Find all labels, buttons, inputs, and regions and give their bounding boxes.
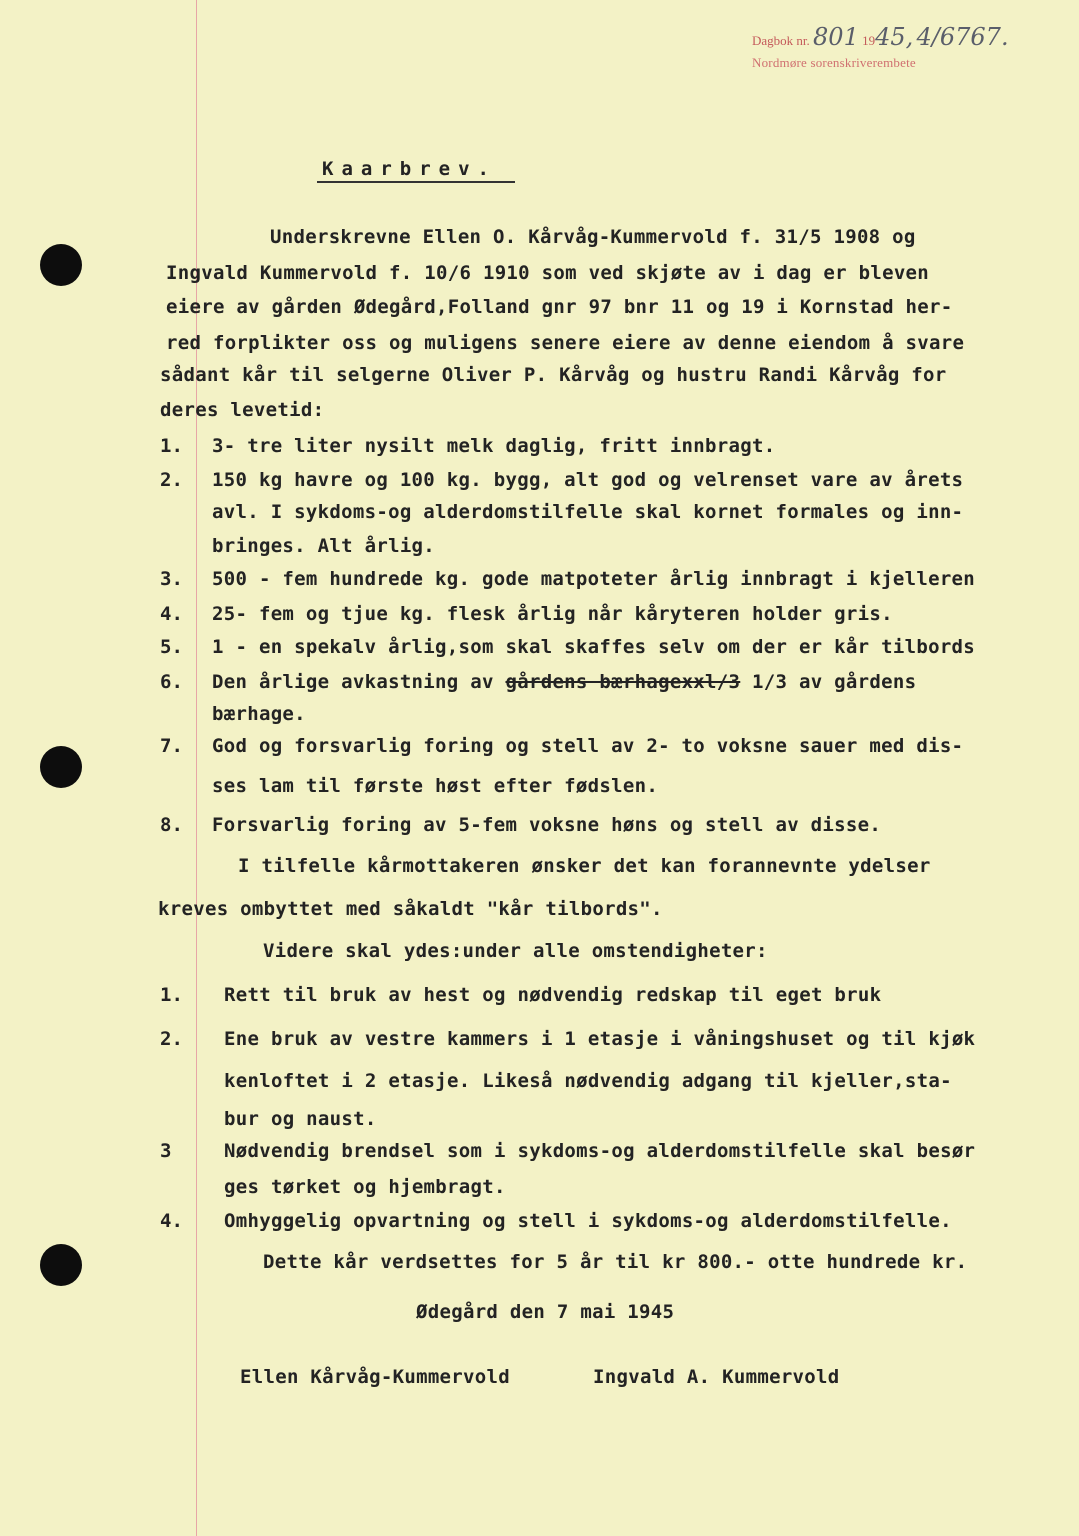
document-title: Kaarbrev.	[322, 158, 497, 180]
item-number: 1.	[160, 984, 183, 1006]
item-text: bringes. Alt årlig.	[212, 535, 436, 557]
item-number: 4.	[160, 603, 183, 625]
signature: Ellen Kårvåg-Kummervold	[240, 1366, 510, 1388]
item-text: 1 - en spekalv årlig,som skal skaffes selv om der er kår tilbords	[212, 636, 976, 658]
signature: Ingvald A. Kummervold	[593, 1366, 840, 1388]
item-text: bur og naust.	[224, 1108, 377, 1130]
item-number: 7.	[160, 735, 183, 757]
item-number: 2.	[160, 1028, 183, 1050]
item-text: 500 - fem hundrede kg. gode matpoteter årlig innbragt i kjelleren	[212, 568, 976, 590]
stamp-reference: 4/6767.	[916, 23, 1009, 51]
item-number: 1.	[160, 435, 183, 457]
item-number: 3	[160, 1140, 172, 1162]
item-text: bærhage.	[212, 703, 306, 725]
item-number: 8.	[160, 814, 183, 836]
intro-line: eiere av gården Ødegård,Folland gnr 97 bnr 11 og 19 i Kornstad her-	[166, 296, 953, 318]
intro-line: red forplikter oss og muligens senere eiere av denne eiendom å svare	[166, 332, 965, 354]
section-heading: Videre skal ydes:under alle omstendigheter:	[263, 940, 768, 962]
punch-hole	[40, 746, 82, 788]
stamp-year-prefix: 19	[862, 33, 876, 48]
item-number: 5.	[160, 636, 183, 658]
clause-line: I tilfelle kårmottakeren ønsker det kan forannevnte ydelser	[238, 855, 931, 877]
item-text-part: Den årlige avkastning av	[212, 671, 506, 693]
item-text: Ene bruk av vestre kammers i 1 etasje i våningshuset og til kjøk	[224, 1028, 976, 1050]
punch-hole	[40, 244, 82, 286]
item-number: 3.	[160, 568, 183, 590]
clause-line: kreves ombyttet med såkaldt "kår tilbords".	[158, 898, 663, 920]
intro-line: Underskrevne Ellen O. Kårvåg-Kummervold f. 31/5 1908 og	[270, 226, 916, 248]
item-text: Forsvarlig foring av 5-fem voksne høns og stell av disse.	[212, 814, 882, 836]
stamp-year: 45,	[875, 23, 914, 51]
item-text: ses lam til første høst efter fødslen.	[212, 775, 659, 797]
item-text: Rett til bruk av hest og nødvendig redskap til eget bruk	[224, 984, 882, 1006]
item-text: ges tørket og hjembragt.	[224, 1176, 506, 1198]
intro-line: deres levetid:	[160, 399, 325, 421]
stamp-office: Nordmøre sorenskriverembete	[752, 55, 916, 70]
punch-hole	[40, 1244, 82, 1286]
struck-text: gårdens bærhagexxl/3	[505, 671, 741, 693]
registry-stamp	[752, 23, 1009, 74]
item-number: 2.	[160, 469, 183, 491]
item-text: 25- fem og tjue kg. flesk årlig når kåryteren holder gris.	[212, 603, 893, 625]
margin-rule	[196, 0, 197, 1536]
item-text: 3- tre liter nysilt melk daglig, fritt innbragt.	[212, 435, 776, 457]
item-number: 4.	[160, 1210, 183, 1232]
place-date: Ødegård den 7 mai 1945	[416, 1301, 675, 1323]
item-text	[212, 671, 916, 693]
stamp-number: 801	[813, 23, 859, 51]
intro-line: Ingvald Kummervold f. 10/6 1910 som ved skjøte av i dag er bleven	[166, 262, 930, 284]
item-text: kenloftet i 2 etasje. Likeså nødvendig adgang til kjeller,sta-	[224, 1070, 952, 1092]
item-number: 6.	[160, 671, 183, 693]
item-text: Nødvendig brendsel som i sykdoms-og alderdomstilfelle skal besør	[224, 1140, 976, 1162]
item-text-part: 1/3 av gårdens	[740, 671, 917, 693]
item-text: avl. I sykdoms-og alderdomstilfelle skal kornet formales og inn-	[212, 501, 964, 523]
intro-line: sådant kår til selgerne Oliver P. Kårvåg og hustru Randi Kårvåg for	[160, 364, 947, 386]
item-text: Omhyggelig opvartning og stell i sykdoms-og alderdomstilfelle.	[224, 1210, 952, 1232]
item-text: 150 kg havre og 100 kg. bygg, alt god og velrenset vare av årets	[212, 469, 964, 491]
item-text: God og forsvarlig foring og stell av 2- to voksne sauer med dis-	[212, 735, 964, 757]
valuation-line: Dette kår verdsettes for 5 år til kr 800.- otte hundrede kr.	[263, 1251, 968, 1273]
stamp-prefix: Dagbok nr.	[752, 33, 810, 48]
